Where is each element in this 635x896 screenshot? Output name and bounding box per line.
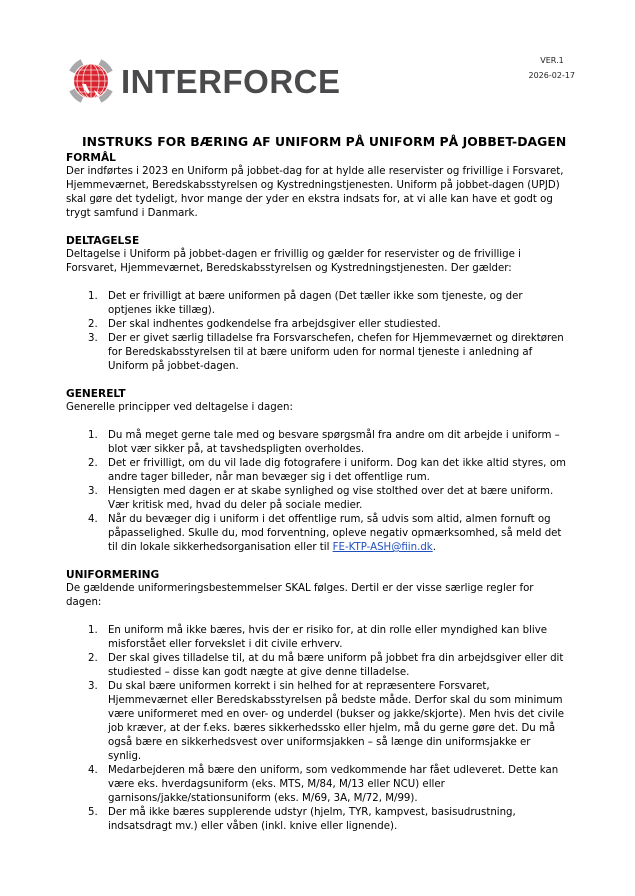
list-item: 3. Du skal bære uniformen korrekt i sin helhed for at repræsentere Forsvaret, Hjemmeværnet eller Beredskabsstyrelsen på bedste måde. Derfor skal du som minimum være uniformeret med en over- og underdel (bukser og jakke/skjorte). Men hvis det civile job kræver, at der f.eks. bæres sikkerhedssko eller hjelm, må du gerne gøre det. Du må også bære en sikkerhedsvest over uniformsjakken – så længe din uniformsjakke er synlig. [88, 681, 565, 762]
section-paragraph: De gældende uniformeringsbestemmelser SKAL følges. Dertil er der visse særlige regler for dagen: [66, 583, 534, 608]
document-body [66, 151, 566, 847]
list-item: 1. Det er frivilligt at bære uniformen på dagen (Det tæller ikke som tjeneste, og der optjenes ikke tillæg). [88, 291, 523, 316]
numbered-list [66, 624, 566, 834]
document-date: 2026-02-17 [528, 71, 575, 80]
section-paragraph: Der indførtes i 2023 en Uniform på jobbet-dag for at hylde alle reservister og frivillige i Forsvaret, Hjemmeværnet, Beredskabsstyrelsen og Kystredningstjenesten. Uniform på jobbet-dagen (UPJD) skal gøre det tydeligt, hvor mange der yder en ekstra indsats for, at vi alle kan have et godt og trygt samfund i Danmark. [66, 166, 564, 219]
list-item: 2. Der skal gives tilladelse til, at du må bære uniform på jobbet fra din arbejdsgiver eller dit studiested – disse kan godt nægte at give denne tilladelse. [88, 653, 564, 678]
section-heading: DELTAGELSE [66, 235, 140, 247]
list-item: 3. Hensigten med dagen er at skabe synlighed og vise stolthed over det at bære uniform. Vær kritisk med, hvad du deler på sociale medier. [88, 486, 554, 511]
numbered-list [66, 290, 566, 374]
interforce-logo [64, 55, 341, 107]
version-block [495, 53, 575, 83]
logo-wordmark: INTERFORCE [121, 62, 341, 100]
email-link[interactable]: FE-KTP-ASH@fiin.dk [332, 542, 433, 553]
section-uniformering [66, 568, 566, 834]
list-item: 5. Der må ikke bæres supplerende udstyr (hjelm, TYR, kampvest, basisudrustning, indsatsdragt mv.) eller våben (inkl. knive eller lignende). [88, 807, 516, 832]
document-title: INSTRUKS FOR BÆRING AF UNIFORM PÅ UNIFORM PÅ JOBBET-DAGEN [82, 134, 567, 149]
list-item: 2. Der skal indhentes godkendelse fra arbejdsgiver eller studiested. [88, 319, 441, 330]
numbered-list [66, 429, 566, 555]
list-item: 1. Du må meget gerne tale med og besvare spørgsmål fra andre om dit arbejde i uniform – blot vær sikker på, at tavshedspligten overholdes. [88, 430, 560, 455]
section-deltagelse [66, 234, 566, 374]
list-item: 3. Der er givet særlig tilladelse fra Forsvarschefen, chefen for Hjemmeværnet og direktøren for Beredskabsstyrelsen til at bære uniform uden for normal tjeneste i anledning af Uniform på jobbet-dagen. [88, 333, 564, 372]
section-heading: FORMÅL [66, 152, 116, 164]
list-item: 1. En uniform må ikke bæres, hvis der er risiko for, at din rolle eller myndighed kan blive misforstået eller forvekslet i dit civile erhverv. [88, 625, 548, 650]
section-formaal [66, 151, 566, 221]
section-heading: UNIFORMERING [66, 569, 160, 581]
list-item: 2. Det er frivilligt, om du vil lade dig fotografere i uniform. Dog kan det ikke altid styres, om andre tager billeder, når man bevæger sig i det offentlige rum. [88, 458, 566, 483]
list-item: 4. Medarbejderen må bære den uniform, som vedkommende har fået udleveret. Dette kan være eks. hverdagsuniform (eks. MTS, M/84, M/13 eller NCU) eller garnisons/jakke/stationsuniform (eks. M/69, 3A, M/72, M/99). [88, 765, 559, 804]
section-heading: GENERELT [66, 388, 126, 400]
section-paragraph: Generelle principper ved deltagelse i dagen: [66, 402, 293, 413]
globe-logo-icon [64, 54, 118, 108]
section-paragraph: Deltagelse i Uniform på jobbet-dagen er frivillig og gælder for reservister og de frivillige i Forsvaret, Hjemmeværnet, Beredskabsstyrelsen og Kystredningstjenesten. Der gælder: [66, 249, 521, 274]
section-generelt [66, 387, 566, 555]
list-item: 4. Når du bevæger dig i uniform i det offentlige rum, så udvis som altid, almen fornuft og påpasselighed. Skulle du, mod forventning, opleve negativ opmærksomhed, så meld det til din lokale sikkerhedsorganisation eller til FE-KTP-ASH@fiin.dk. [88, 514, 562, 553]
version-label: VER.1 [540, 56, 564, 65]
